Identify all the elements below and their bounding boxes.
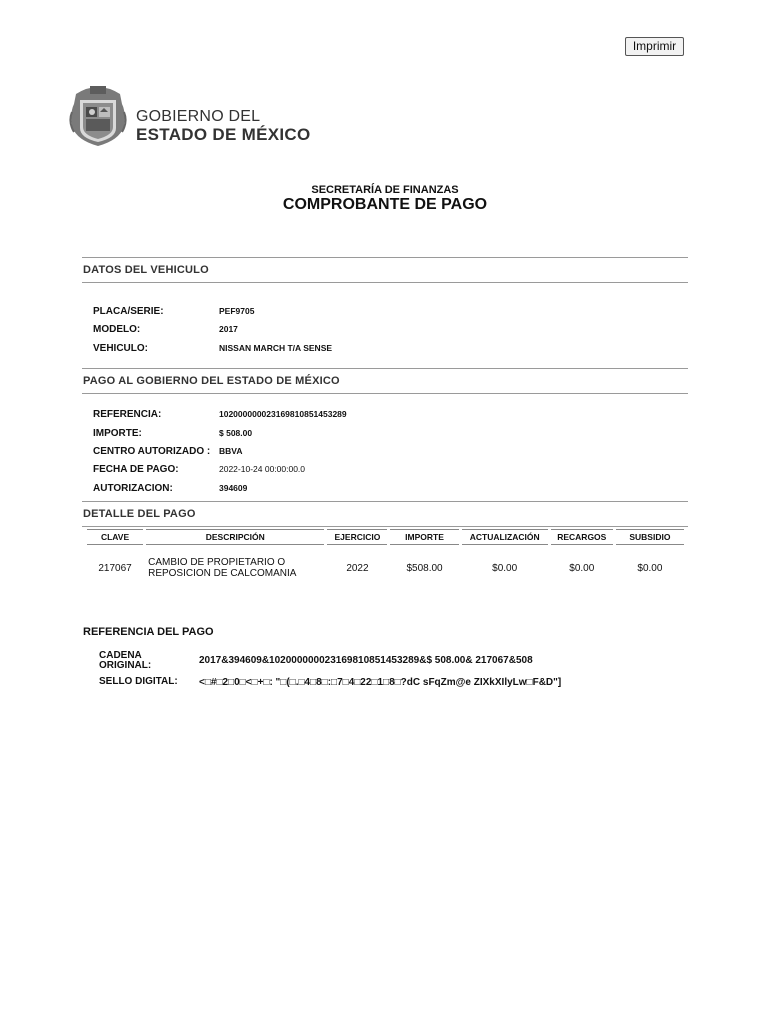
office-name: SECRETARÍA DE FINANZAS	[311, 184, 459, 196]
divider	[82, 526, 688, 527]
modelo-label: MODELO:	[93, 324, 141, 335]
detail-section-heading: DETALLE DEL PAGO	[83, 508, 196, 520]
divider	[82, 282, 688, 283]
fecha-value: 2022-10-24 00:00:00.0	[219, 464, 306, 474]
government-name-line2: ESTADO DE MÉXICO	[136, 125, 311, 144]
print-button[interactable]: Imprimir	[625, 37, 684, 56]
description-line2: REPOSICION DE CALCOMANIA	[148, 568, 297, 579]
government-name-line1: GOBIERNO DEL	[136, 108, 261, 125]
cell-descripcion	[146, 545, 324, 591]
importe-label: IMPORTE:	[93, 428, 142, 439]
cadena-label-line2: ORIGINAL:	[99, 660, 152, 671]
column-header-recargos: RECARGOS	[551, 529, 613, 545]
autorizacion-label: AUTORIZACION:	[93, 483, 173, 494]
column-header-actualizacion: ACTUALIZACIÓN	[462, 529, 548, 545]
referencia-label: REFERENCIA:	[93, 409, 162, 420]
column-header-ejercicio: EJERCICIO	[327, 529, 387, 545]
cell-ejercicio: 2022	[346, 562, 369, 574]
referencia-value: 102000000023169810851453289	[219, 409, 347, 419]
column-header-descripcion: DESCRIPCIÓN	[146, 529, 324, 545]
importe-value: $ 508.00	[219, 428, 253, 438]
divider	[82, 257, 688, 258]
column-header-clave: CLAVE	[87, 529, 143, 545]
sello-label: SELLO DIGITAL:	[99, 676, 178, 687]
placa-value: PEF9705	[219, 306, 255, 316]
cell-clave: 217067	[98, 562, 132, 574]
payment-detail-table	[84, 529, 687, 591]
vehiculo-value: NISSAN MARCH T/A SENSE	[219, 343, 333, 353]
reference-section-heading: REFERENCIA DEL PAGO	[83, 626, 214, 638]
cell-subsidio: $0.00	[637, 562, 663, 574]
cadena-value: 2017&394609&102000000023169810851453289&$ 508.00& 217067&508	[199, 655, 533, 666]
table-row	[87, 545, 684, 591]
autorizacion-value: 394609	[219, 483, 248, 493]
fecha-label: FECHA DE PAGO:	[93, 464, 179, 475]
cell-recargos: $0.00	[569, 562, 595, 574]
cell-importe: $508.00	[406, 562, 443, 574]
modelo-value: 2017	[219, 324, 238, 334]
vehiculo-label: VEHICULO:	[93, 343, 148, 354]
divider	[82, 368, 688, 369]
column-header-importe: IMPORTE	[390, 529, 458, 545]
coat-of-arms-icon	[66, 82, 130, 148]
description-line1: CAMBIO DE PROPIETARIO O	[148, 557, 286, 568]
payment-section-heading: PAGO AL GOBIERNO DEL ESTADO DE MÉXICO	[83, 375, 340, 387]
placa-label: PLACA/SERIE:	[93, 306, 164, 317]
cadena-label-line1: CADENA	[99, 650, 142, 661]
divider	[82, 501, 688, 502]
cell-actualizacion: $0.00	[492, 562, 518, 574]
divider	[82, 393, 688, 394]
sello-value: <□#□2□0□<□+□: "□(□.□4□8□:□7□4□22□1□8□?dC sFqZm@e ZIXkXIlyLw□F&D"]	[199, 677, 562, 688]
table-header-row	[87, 529, 684, 545]
column-header-subsidio: SUBSIDIO	[616, 529, 684, 545]
page-title: COMPROBANTE DE PAGO	[282, 196, 488, 213]
centro-value: BBVA	[219, 446, 243, 456]
vehicle-section-heading: DATOS DEL VEHICULO	[83, 264, 209, 276]
cadena-label	[99, 651, 151, 671]
centro-label: CENTRO AUTORIZADO :	[93, 446, 211, 457]
